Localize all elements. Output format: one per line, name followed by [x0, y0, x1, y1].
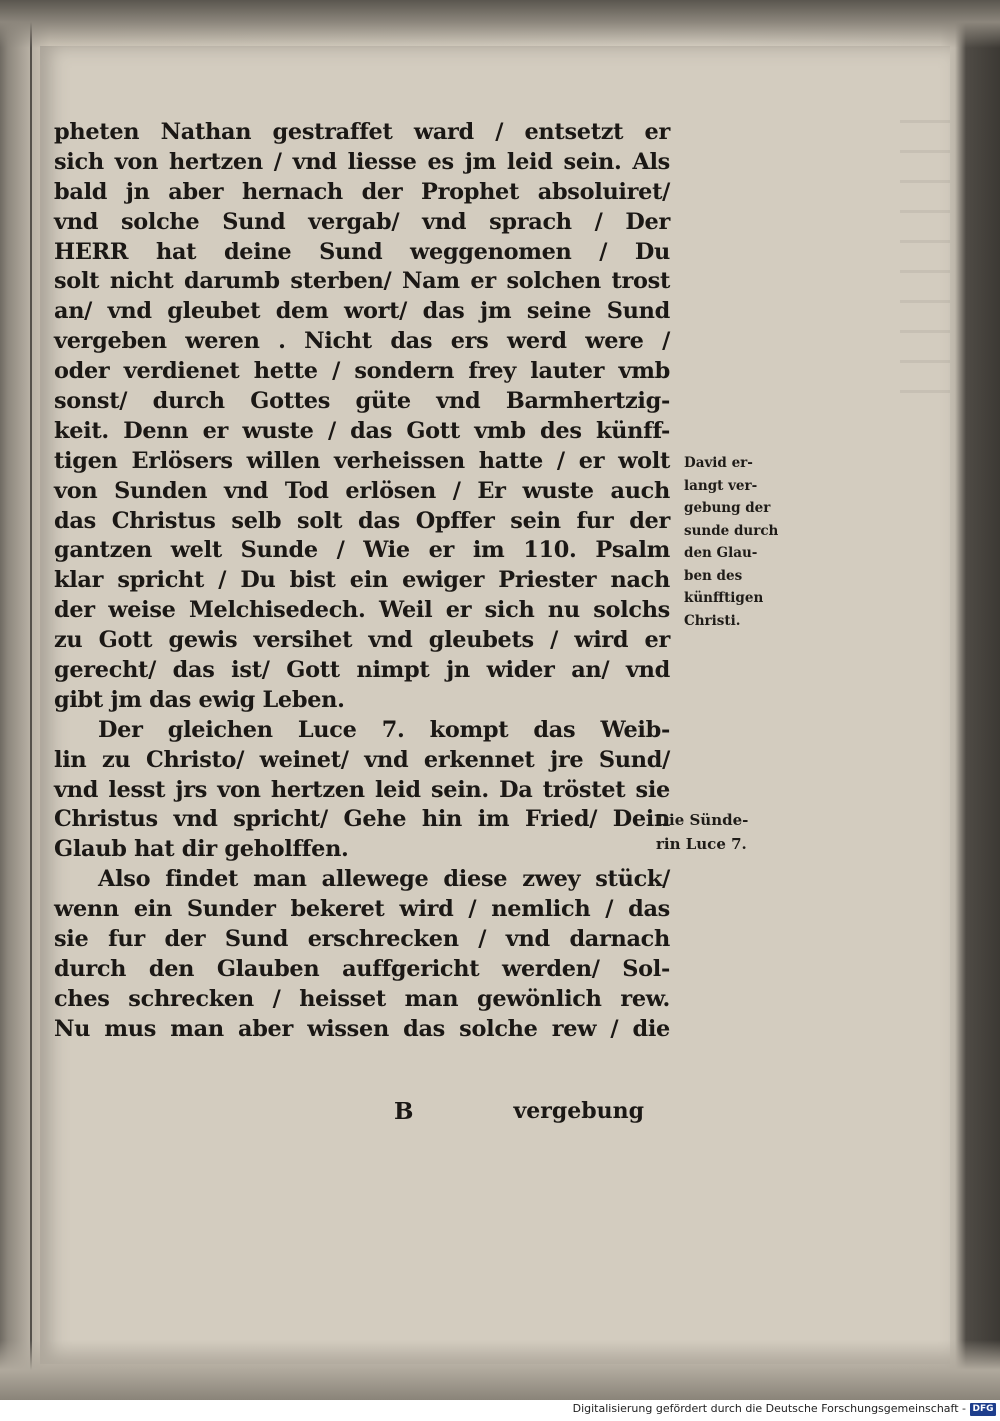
page-foot — [54, 1098, 644, 1130]
margin-note-line: ben des — [684, 567, 743, 584]
margin-note-line: künfftigen — [684, 590, 764, 606]
body-text — [54, 118, 670, 1045]
text-line: Christus vnd spricht/ Gehe hin im Fried/ Dein — [54, 806, 670, 833]
text-line: Der gleichen Luce 7. kompt das Weib- — [98, 716, 670, 743]
text-line: ches schrecken / heisset man gewönlich rew. — [54, 985, 670, 1012]
text-line: klar spricht / Du bist ein ewiger Priester nach — [54, 567, 670, 594]
margin-note-line: Christi. — [684, 612, 741, 629]
signature-mark: B — [394, 1098, 414, 1125]
text-line: gantzen welt Sunde / Wie er im 110. Psalm — [54, 537, 670, 564]
text-line: lin zu Christo/ weinet/ vnd erkennet jre Sund/ — [54, 746, 670, 773]
scan-bottom-shadow — [0, 1340, 1000, 1400]
margin-note-suenderin — [656, 808, 748, 856]
text-line: an/ vnd gleubet dem wort/ das jm seine Sund — [54, 298, 670, 325]
text-line: gerecht/ das ist/ Gott nimpt jn wider an/ vnd — [54, 657, 670, 684]
text-line: gibt jm das ewig Leben. — [54, 686, 345, 713]
text-line: keit. Denn er wuste / das Gott vmb des künff- — [54, 417, 670, 444]
margin-note-david — [684, 452, 778, 632]
margin-note-line: gebung der — [684, 500, 771, 516]
text-line: der weise Melchisedech. Weil er sich nu solchs — [54, 597, 670, 624]
text-line: sonst/ durch Gottes güte vnd Barmhertzig- — [54, 388, 670, 415]
book-gutter — [30, 0, 32, 1400]
text-line: vnd solche Sund vergab/ vnd sprach / Der — [54, 208, 670, 235]
text-line: zu Gott gewis versihet vnd gleubets / wird er — [54, 627, 670, 654]
text-line: Also findet man allewege diese zwey stück/ — [98, 866, 670, 893]
text-line: solt nicht darumb sterben/ Nam er solchen trost — [54, 268, 670, 295]
text-line: tigen Erlösers willen verheissen hatte / er wolt — [54, 447, 670, 474]
text-line: Nu mus man aber wissen das solche rew / die — [54, 1015, 670, 1042]
margin-note-line: den Glau- — [684, 545, 758, 561]
footer-bar — [0, 1400, 1000, 1421]
text-line: vergeben weren . Nicht das ers werd were / — [54, 328, 670, 355]
text-line: sie fur der Sund erschrecken / vnd darnach — [54, 926, 670, 953]
margin-note-line: langt ver- — [684, 477, 758, 494]
scan-top-shadow — [0, 0, 1000, 48]
margin-note-line: Die Sünde- — [656, 811, 749, 829]
text-line: HERR hat deine Sund weggenomen / Du — [54, 238, 670, 265]
text-line: Glaub hat dir geholffen. — [54, 836, 349, 863]
catchword: vergebung — [513, 1098, 644, 1124]
text-line: von Sunden vnd Tod erlösen / Er wuste auch — [54, 477, 670, 504]
funding-notice: Digitalisierung gefördert durch die Deutsche Forschungsgemeinschaft - — [572, 1402, 966, 1415]
text-line: bald jn aber hernach der Prophet absoluiret/ — [54, 178, 670, 205]
text-line: vnd lesst jrs von hertzen leid sein. Da tröstet sie — [54, 776, 670, 803]
margin-note-line: rin Luce 7. — [656, 835, 747, 853]
text-line: das Christus selb solt das Opffer sein fur der — [54, 507, 670, 534]
dfg-logo[interactable]: DFG — [970, 1403, 996, 1416]
text-line: durch den Glauben auffgericht werden/ Sol- — [54, 955, 670, 982]
text-line: oder verdienet hette / sondern frey lauter vmb — [54, 358, 670, 385]
text-line: sich von hertzen / vnd liesse es jm leid sein. Als — [54, 148, 670, 175]
show-through-text — [900, 120, 950, 420]
text-line: wenn ein Sunder bekeret wird / nemlich / das — [54, 896, 670, 923]
margin-note-line: David er- — [684, 455, 753, 471]
margin-note-line: sunde durch — [684, 522, 779, 539]
text-line: pheten Nathan gestraffet ward / entsetzt er — [54, 119, 670, 145]
